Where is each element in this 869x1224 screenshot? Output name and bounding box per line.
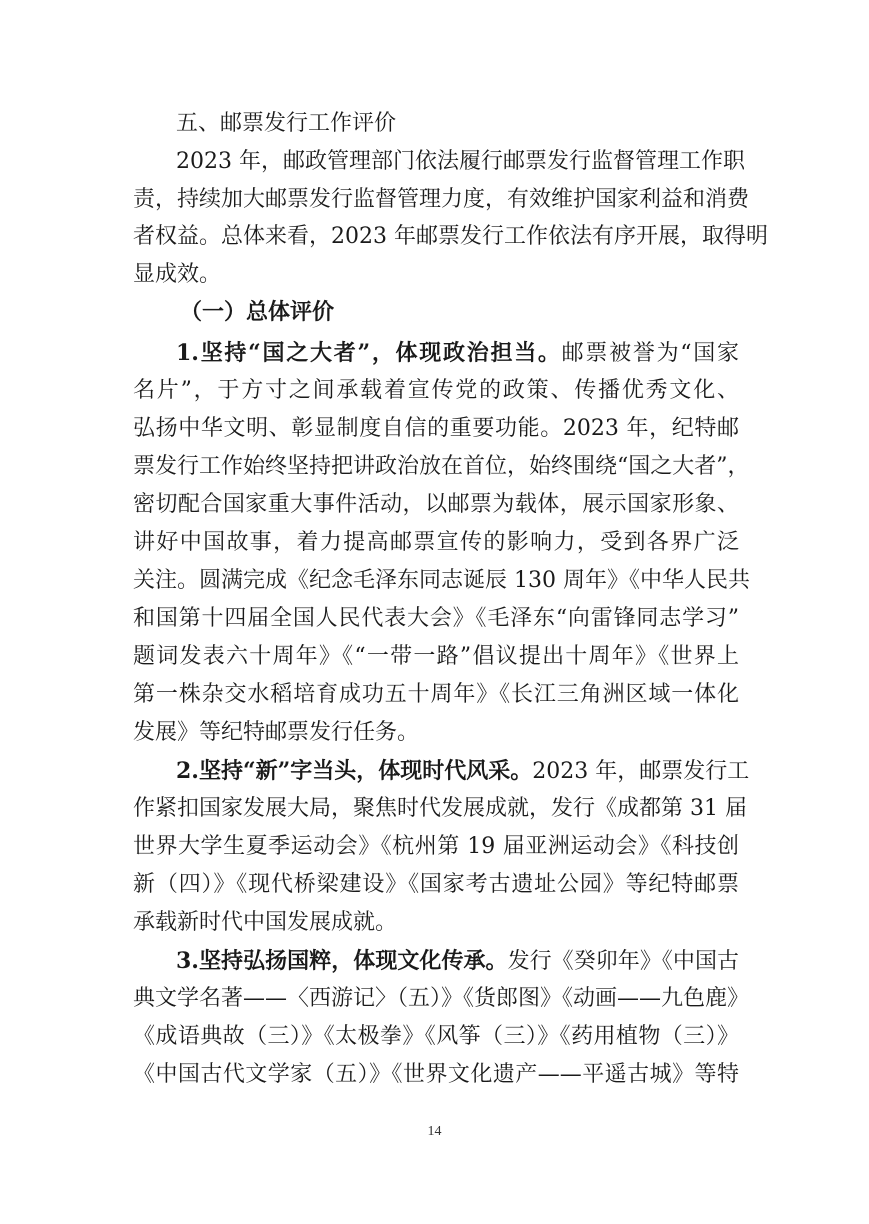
item1-line: 第一株杂交水稻培育成功五十周年》《长江三角洲区域一体化 (133, 682, 739, 707)
section-heading: 五、邮票发行工作评价 (176, 111, 397, 136)
item1-line: 题词发表六十周年》《“一带一路”倡议提出十周年》《世界上 (133, 644, 739, 669)
item3-first-rest: 发行《癸卯年》《中国古 (507, 949, 739, 974)
item3-title: 3.坚持弘扬国粹，体现文化传承。 (176, 948, 508, 974)
item3-first-line (176, 945, 739, 977)
item1-title: 1.坚持“国之大者”，体现政治担当。 (176, 340, 562, 366)
item1-first-line (176, 337, 739, 369)
item1-line: 票发行工作始终坚持把讲政治放在首位，始终围绕“国之大者”， (133, 454, 750, 479)
item1-line: 讲好中国故事，着力提高邮票宣传的影响力，受到各界广泛 (133, 530, 739, 555)
page-number: 14 (427, 1124, 442, 1139)
item2-line: 世界大学生夏季运动会》《杭州第 19 届亚洲运动会》《科技创 (133, 834, 739, 859)
intro-line-3: 者权益。总体来看，2023 年邮票发行工作依法有序开展，取得明 (133, 224, 768, 249)
item3-line: 《中国古代文学家（五）》《世界文化遗产——平遥古城》等特 (133, 1062, 739, 1087)
item2-title: 2.坚持“新”字当头，体现时代风采。 (176, 758, 533, 784)
item1-line: 名片”，于方寸之间承载着宣传党的政策、传播优秀文化、 (133, 378, 739, 403)
item1-first-rest: 邮票被誉为“国家 (561, 341, 739, 366)
intro-line-1: 2023 年，邮政管理部门依法履行邮票发行监督管理工作职 (176, 149, 745, 174)
item2-line: 承载新时代中国发展成就。 (133, 910, 398, 935)
item1-line: 和国第十四届全国人民代表大会》《毛泽东“向雷锋同志学习” (133, 606, 739, 631)
item2-first-line (176, 755, 750, 787)
item2-line: 作紧扣国家发展大局，聚焦时代发展成就，发行《成都第 31 届 (133, 796, 747, 821)
item3-line: 《成语典故（三）》《太极拳》《风筝（三）》《药用植物（三）》 (133, 1024, 739, 1049)
item3-line: 典文学名著——〈西游记〉（五）》《货郎图》《动画——九色鹿》 (133, 986, 750, 1011)
item1-line: 发展》等纪特邮票发行任务。 (133, 720, 420, 745)
item1-line: 关注。圆满完成《纪念毛泽东同志诞辰 130 周年》《中华人民共 (133, 568, 750, 593)
intro-line-4: 显成效。 (133, 262, 222, 287)
item2-first-rest: 2023 年，邮票发行工 (532, 759, 750, 784)
item1-line: 弘扬中华文明、彰显制度自信的重要功能。2023 年，纪特邮 (133, 416, 739, 441)
item2-line: 新（四）》《现代桥梁建设》《国家考古遗址公园》等纪特邮票 (133, 872, 739, 897)
intro-line-2: 责，持续加大邮票发行监督管理力度，有效维护国家利益和消费 (133, 187, 750, 212)
item1-line: 密切配合国家重大事件活动，以邮票为载体，展示国家形象、 (133, 492, 739, 517)
subheading: （一）总体评价 (180, 300, 335, 325)
